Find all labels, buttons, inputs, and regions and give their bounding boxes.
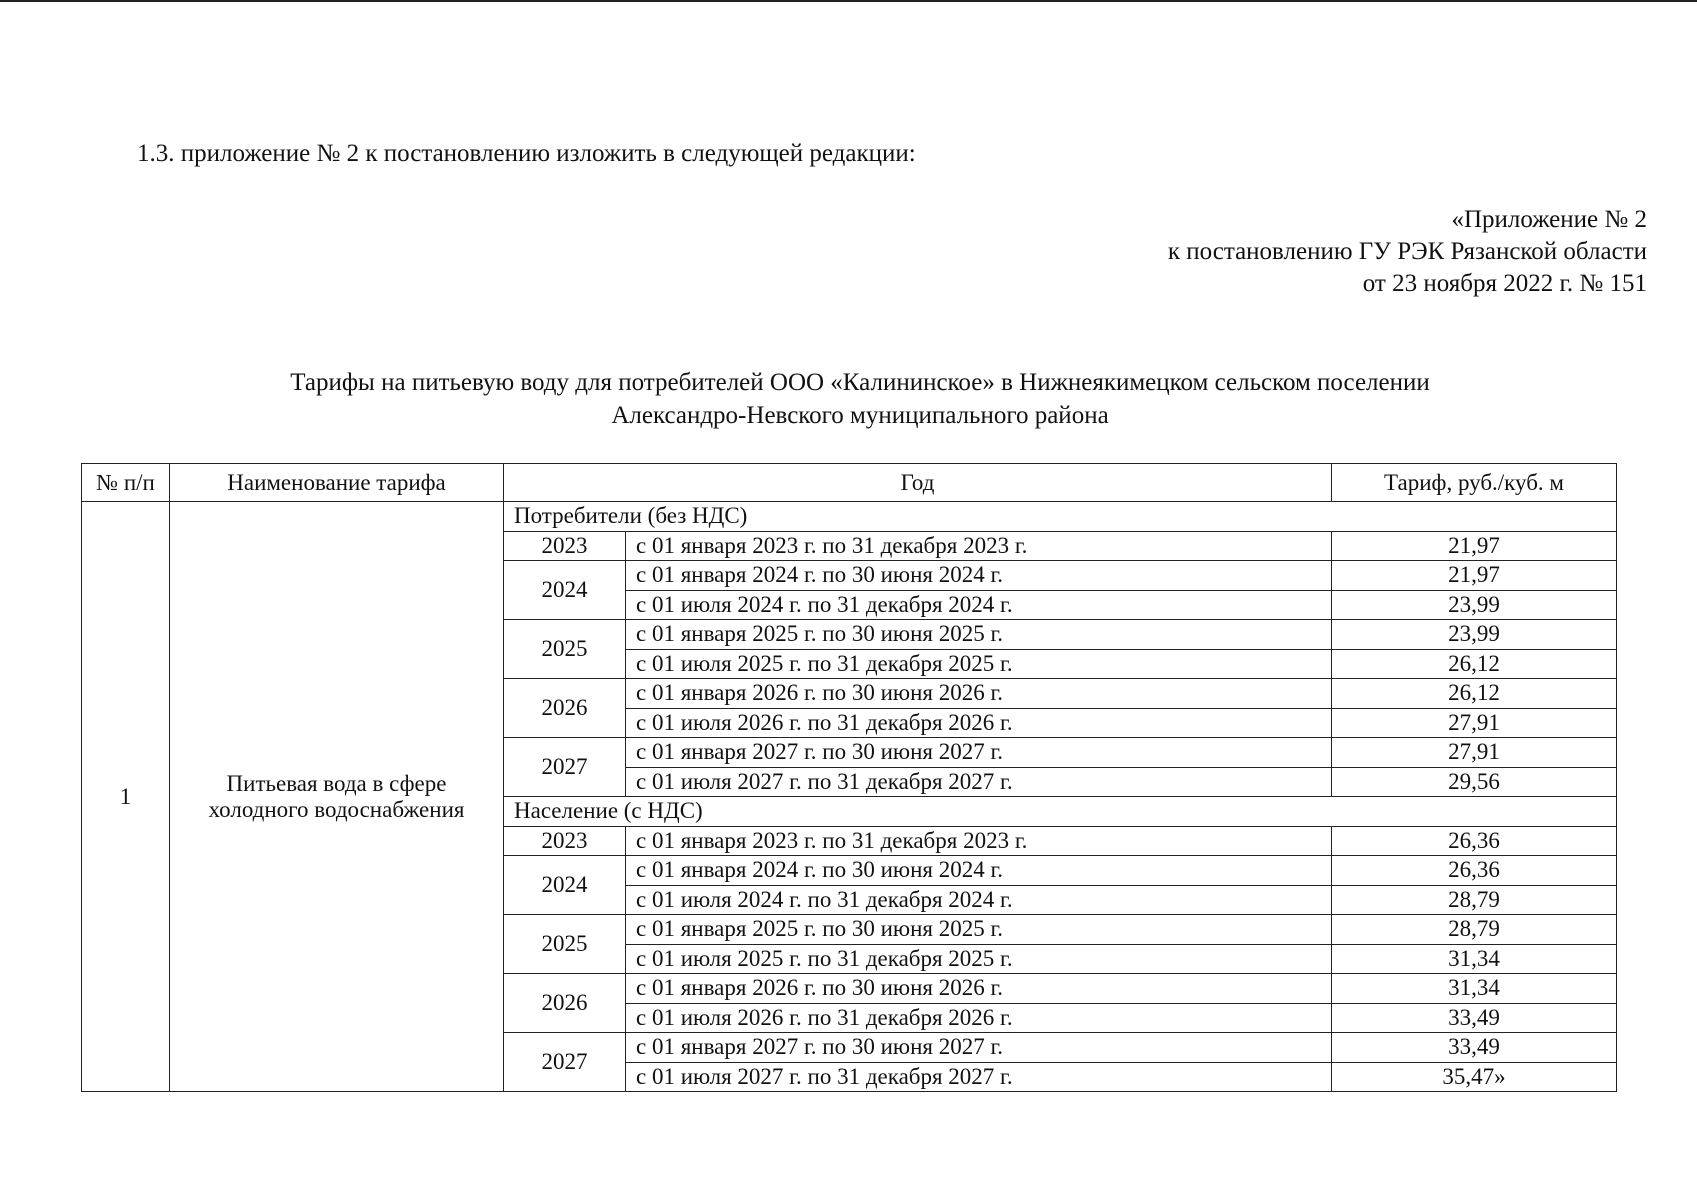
- year-cell: 2023: [504, 531, 626, 561]
- period-cell: с 01 июля 2025 г. по 31 декабря 2025 г.: [626, 649, 1332, 679]
- year-cell: 2025: [504, 915, 626, 974]
- period-cell: с 01 января 2026 г. по 30 июня 2026 г.: [626, 679, 1332, 709]
- year-cell: 2026: [504, 679, 626, 738]
- tariff-value-cell: 27,91: [1332, 738, 1617, 768]
- appendix-line-1: «Приложение № 2: [1451, 206, 1647, 233]
- intro-paragraph: 1.3. приложение № 2 к постановлению изложить в следующей редакции:: [137, 140, 916, 167]
- period-cell: с 01 января 2027 г. по 30 июня 2027 г.: [626, 738, 1332, 768]
- tariff-table: [81, 463, 1617, 1092]
- header-name: Наименование тарифа: [170, 464, 504, 502]
- tariff-value-cell: 29,56: [1332, 767, 1617, 797]
- document-title: [80, 366, 1640, 432]
- period-cell: с 01 июля 2027 г. по 31 декабря 2027 г.: [626, 767, 1332, 797]
- appendix-line-2: к постановлению ГУ РЭК Рязанской области: [1167, 238, 1647, 265]
- period-cell: с 01 января 2027 г. по 30 июня 2027 г.: [626, 1033, 1332, 1063]
- table-header-row: [82, 464, 1617, 502]
- period-cell: с 01 января 2025 г. по 30 июня 2025 г.: [626, 620, 1332, 650]
- appendix-reference: [1168, 204, 1647, 300]
- group-row: [82, 502, 1617, 532]
- header-tariff: Тариф, руб./куб. м: [1332, 464, 1617, 502]
- year-cell: 2027: [504, 738, 626, 797]
- period-cell: с 01 июля 2024 г. по 31 декабря 2024 г.: [626, 885, 1332, 915]
- tariff-value-cell: 31,34: [1332, 944, 1617, 974]
- year-cell: 2024: [504, 561, 626, 620]
- period-cell: с 01 июля 2026 г. по 31 декабря 2026 г.: [626, 1003, 1332, 1033]
- year-cell: 2024: [504, 856, 626, 915]
- group-label: Потребители (без НДС): [504, 502, 1617, 532]
- tariff-value-cell: 23,99: [1332, 620, 1617, 650]
- year-cell: 2027: [504, 1033, 626, 1092]
- period-cell: с 01 июля 2026 г. по 31 декабря 2026 г.: [626, 708, 1332, 738]
- period-cell: с 01 января 2024 г. по 30 июня 2024 г.: [626, 561, 1332, 591]
- year-cell: 2025: [504, 620, 626, 679]
- header-year: Год: [504, 464, 1332, 502]
- appendix-line-3: от 23 ноября 2022 г. № 151: [1362, 270, 1647, 297]
- tariff-value-cell: 23,99: [1332, 590, 1617, 620]
- period-cell: с 01 июля 2024 г. по 31 декабря 2024 г.: [626, 590, 1332, 620]
- row-number: 1: [82, 502, 170, 1092]
- tariff-value-cell: 27,91: [1332, 708, 1617, 738]
- tariff-value-cell: 26,36: [1332, 826, 1617, 856]
- tariff-value-cell: 26,12: [1332, 679, 1617, 709]
- period-cell: с 01 июля 2027 г. по 31 декабря 2027 г.: [626, 1062, 1332, 1092]
- tariff-value-cell: 33,49: [1332, 1003, 1617, 1033]
- period-cell: с 01 января 2024 г. по 30 июня 2024 г.: [626, 856, 1332, 886]
- tariff-value-cell: 35,47»: [1332, 1062, 1617, 1092]
- period-cell: с 01 января 2025 г. по 30 июня 2025 г.: [626, 915, 1332, 945]
- tariff-value-cell: 28,79: [1332, 915, 1617, 945]
- tariff-value-cell: 31,34: [1332, 974, 1617, 1004]
- tariff-value-cell: 21,97: [1332, 531, 1617, 561]
- header-num: № п/п: [82, 464, 170, 502]
- tariff-value-cell: 28,79: [1332, 885, 1617, 915]
- tariff-name: [170, 502, 504, 1092]
- tariff-value-cell: 21,97: [1332, 561, 1617, 591]
- year-cell: 2023: [504, 826, 626, 856]
- top-border-line: [0, 0, 1697, 2]
- table-body: [82, 502, 1617, 1092]
- period-cell: с 01 января 2023 г. по 31 декабря 2023 г.: [626, 826, 1332, 856]
- year-cell: 2026: [504, 974, 626, 1033]
- tariff-value-cell: 33,49: [1332, 1033, 1617, 1063]
- tariff-name-line-1: Питьевая вода в сфере: [226, 770, 447, 796]
- tariff-name-line-2: холодного водоснабжения: [208, 796, 465, 822]
- tariff-value-cell: 26,12: [1332, 649, 1617, 679]
- period-cell: с 01 января 2023 г. по 31 декабря 2023 г.: [626, 531, 1332, 561]
- title-line-1: Тарифы на питьевую воду для потребителей ООО «Калининское» в Нижнеякимецком сельском поселении: [290, 369, 1430, 396]
- period-cell: с 01 июля 2025 г. по 31 декабря 2025 г.: [626, 944, 1332, 974]
- title-line-2: Александро-Невского муниципального района: [611, 402, 1109, 429]
- tariff-value-cell: 26,36: [1332, 856, 1617, 886]
- group-label: Население (с НДС): [504, 797, 1617, 827]
- period-cell: с 01 января 2026 г. по 30 июня 2026 г.: [626, 974, 1332, 1004]
